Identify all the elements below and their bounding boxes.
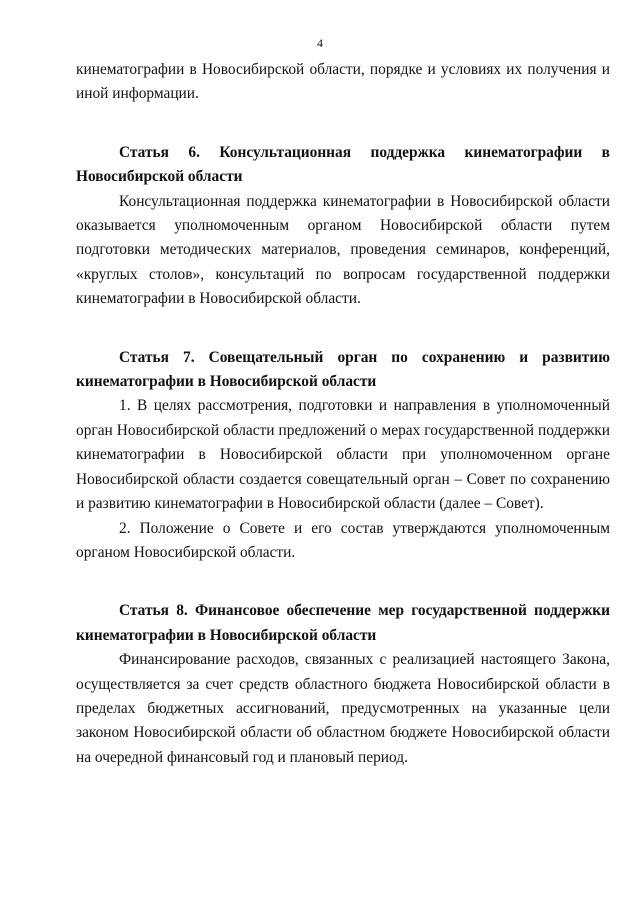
article-paragraph: Консультационная поддержка кинематографии в Новосибирской области оказывается уполномоченным органом Новосибирской области путем подготовки методических материалов, проведения семинаров, конференций, «круглых столов», консультаций по вопросам государственной поддержки кинематографии в Новосибирской области. [76,192,610,308]
article-7 [76,346,610,566]
intro-paragraph: кинематографии в Новосибирской области, порядке и условиях их получения и иной информации. [76,61,610,103]
article-paragraph: 2. Положение о Совете и его состав утверждаются уполномоченным органом Новосибирской области. [76,519,610,561]
article-8 [76,599,610,770]
article-paragraph: 1. В целях рассмотрения, подготовки и направления в уполномоченный орган Новосибирской области предложений о мерах государственной поддержки кинематографии в Новосибирской области при уполномоченном органе Новосибирской области создается совещательный орган – Совет по сохранению и развитию кинематографии в Новосибирской области (далее – Совет). [76,397,610,513]
article-heading: Статья 8. Финансовое обеспечение мер государственной поддержки кинематографии в Новосибирской области [76,602,610,644]
article-heading: Статья 6. Консультационная поддержка кинематографии в Новосибирской области [76,143,610,186]
article-paragraph: Финансирование расходов, связанных с реализацией настоящего Закона, осуществляется за счет средств областного бюджета Новосибирской области в пределах бюджетных ассигнований, предусмотренных на указанные цели законом Новосибирской области об областном бюджете Новосибирской области на очередной финансовый год и плановый период. [76,651,610,766]
article-heading: Статья 7. Совещательный орган по сохранению и развитию кинематографии в Новосибирской области [76,348,610,391]
document-body [76,58,610,770]
page-number: 4 [317,36,323,50]
article-6 [76,141,610,312]
